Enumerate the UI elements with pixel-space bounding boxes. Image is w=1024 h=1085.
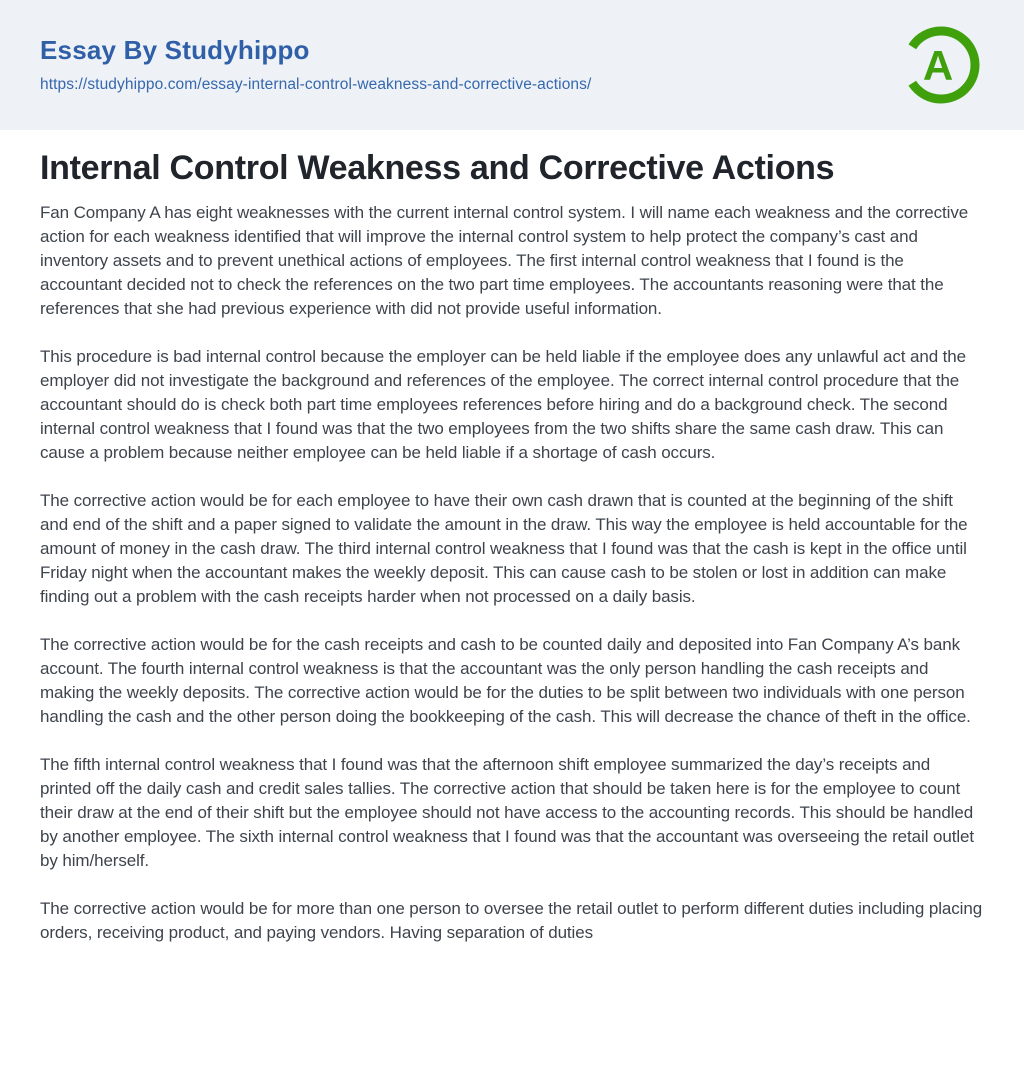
essay-paragraph: The fifth internal control weakness that I found was that the afternoon shift employee summarized the day’s receipts and printed off the daily cash and credit sales tallies. The corrective action that should be taken here is for the employee to count their draw at the end of their shift but the employee should not have access to the accounting records. This should be handled by another employee. The sixth internal control weakness that I found was that the accountant was overseeing the retail outlet by him/herself. [40,754,974,870]
studyhippo-logo [898,22,984,108]
site-header [0,0,1024,130]
essay-paragraph: Fan Company A has eight weaknesses with the current internal control system. I will name each weakness and the corrective action for each weakness identified that will improve the internal control system to help protect the company’s cast and inventory assets and to prevent unethical actions of employees. The first internal control weakness that I found is the accountant decided not to check the references on the two part time employees. The accountants reasoning were that the references that she had previous experience with did not provide useful information. [40,202,969,318]
essay-paragraph: This procedure is bad internal control because the employer can be held liable if the employee does any unlawful act and the employer did not investigate the background and references of the employee. The correct internal control procedure that the accountant should do is check both part time employees references before hiring and do a background check. The second internal control weakness that I found was that the two employees from the two shifts share the same cash draw. This can cause a problem because neither employee can be held liable if a shortage of cash occurs. [40,346,967,462]
essay-paragraph: The corrective action would be for more than one person to oversee the retail outlet to perform different duties including placing orders, receiving product, and paying vendors. Having separation of duties [40,898,983,942]
header-text-block [40,36,591,95]
site-title: Essay By Studyhippo [40,34,310,65]
page-title: Internal Control Weakness and Corrective Actions [40,149,835,187]
page-url-link[interactable]: https://studyhippo.com/essay-internal-control-weakness-and-corrective-actions/ [40,76,592,94]
essay-content [0,150,1024,945]
logo-letter: A [922,42,954,89]
essay-paragraph: The corrective action would be for the cash receipts and cash to be counted daily and deposited into Fan Company A’s bank account. The fourth internal control weakness is that the accountant was the only person handling the cash receipts and making the weekly deposits. The corrective action would be for the duties to be split between two individuals with one person handling the cash and the other person doing the bookkeeping of the cash. This will decrease the chance of theft in the office. [40,634,971,726]
essay-paragraph: The corrective action would be for each employee to have their own cash drawn that is counted at the beginning of the shift and end of the shift and a paper signed to validate the amount in the draw. This way the employee is held accountable for the amount of money in the cash draw. The third internal control weakness that I found was that the cash is kept in the office until Friday night when the accountant makes the weekly deposit. This can cause cash to be stolen or lost in addition can make finding out a problem with the cash receipts harder when not processed on a daily basis. [40,490,968,606]
